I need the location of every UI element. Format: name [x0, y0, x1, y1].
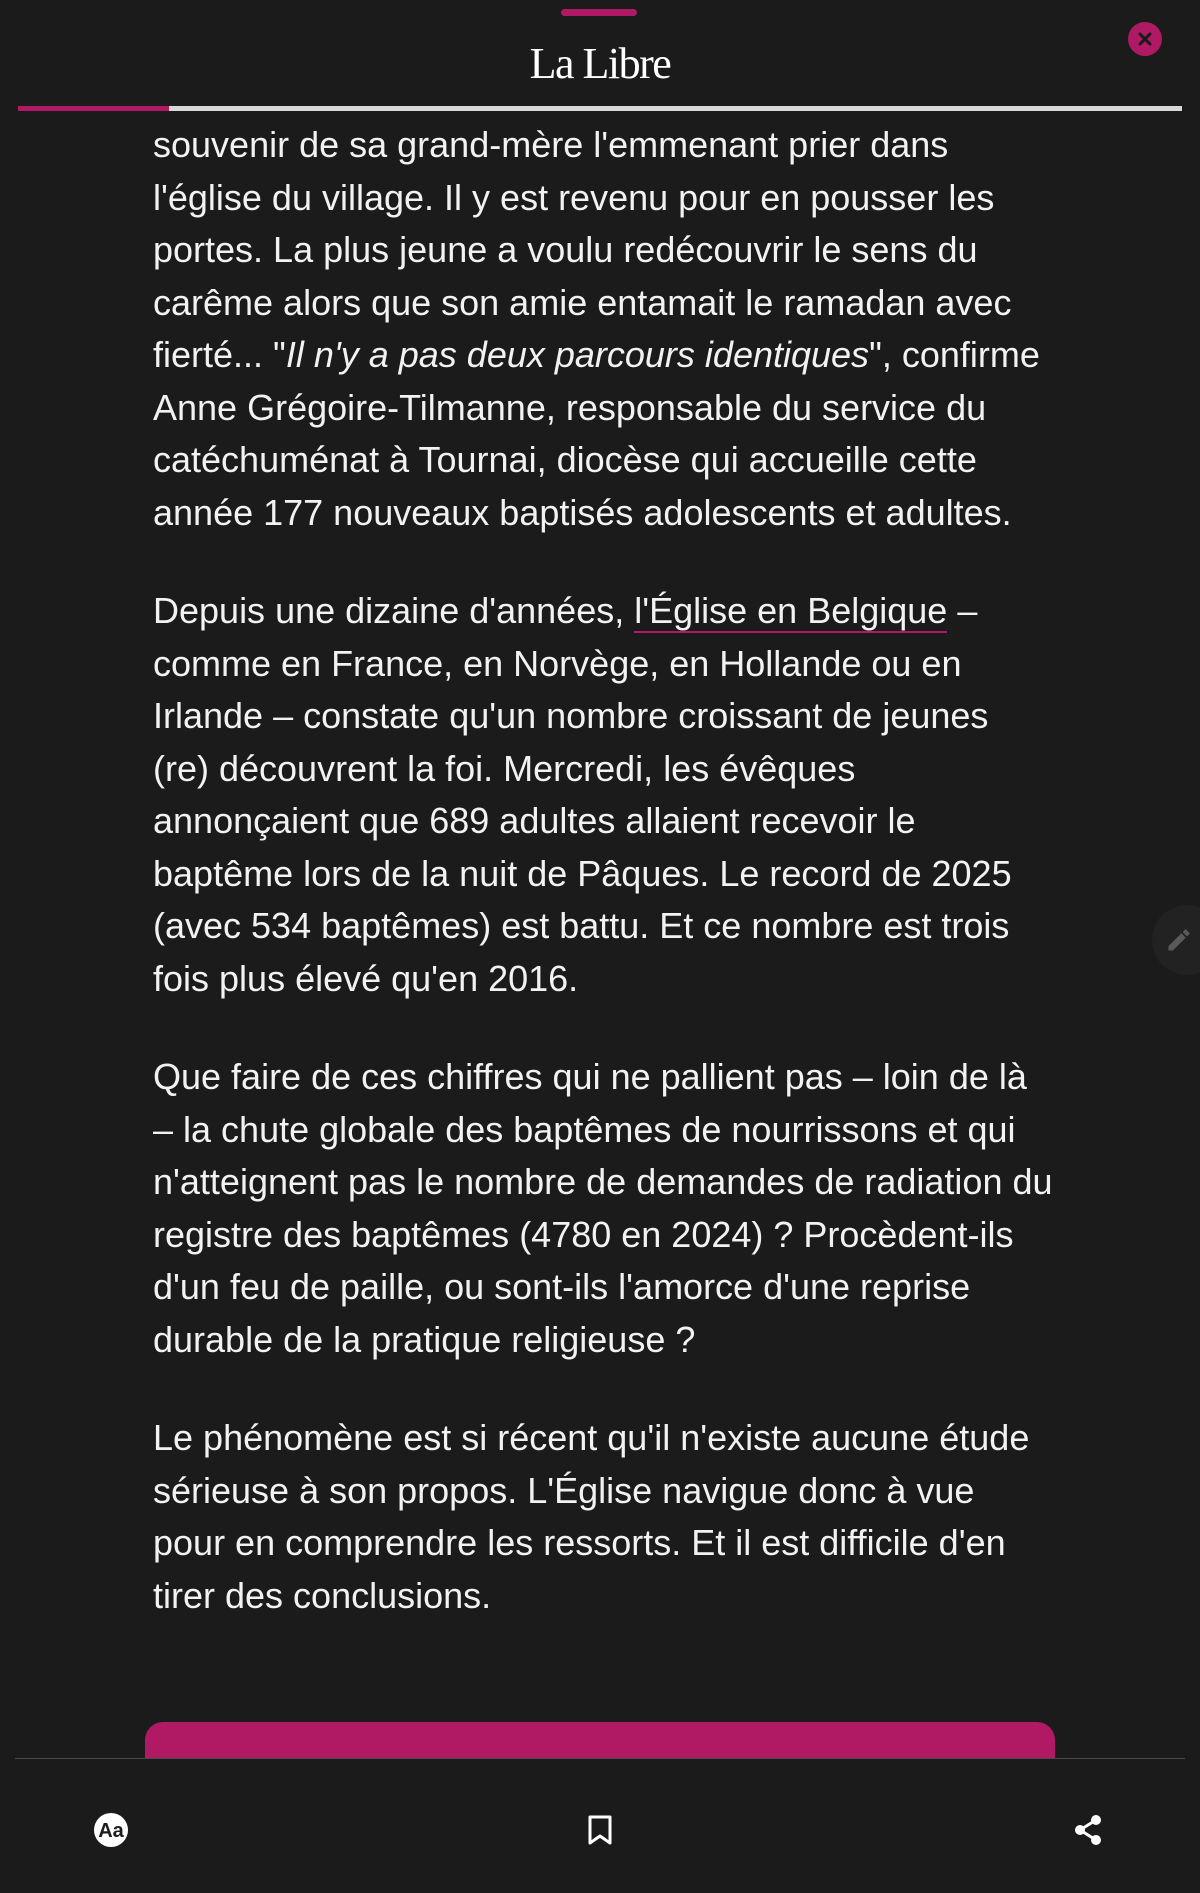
reading-progress-fill	[18, 106, 169, 111]
share-button[interactable]	[1066, 1808, 1110, 1852]
toolbar-divider	[15, 1758, 1185, 1759]
quote-text: Il n'y a pas deux parcours identiques	[285, 334, 870, 375]
paragraph-text: ", confirme Anne Grégoire-Tilmanne, responsable du service du catéchuménat à Tournai, diocèse qui accueille cette année 177 nouveaux baptisés adolescents et adultes.	[153, 334, 1040, 533]
reading-progress-bar	[18, 106, 1182, 111]
article-paragraph: Que faire de ces chiffres qui ne pallient pas – loin de là – la chute globale des baptêmes de nourrissons et qui n'atteignent pas le nombre de demandes de radiation du registre des baptêmes (4780 en 2024) ? Procèdent-ils d'un feu de paille, ou sont-ils l'amorce d'une reprise durable de la pratique religieuse ?	[153, 1056, 1053, 1360]
sheet-grab-handle[interactable]	[561, 9, 637, 16]
paragraph-text: – comme en France, en Norvège, en Hollande ou en Irlande – constate qu'un nombre croissant de jeunes (re) découvrent la foi. Mercredi, les évêques annonçaient que 689 adultes allaient recevoir le baptême lors de la nuit de Pâques. Le record de 2025 (avec 534 baptêmes) est battu. Et ce nombre est trois fois plus élevé qu'en 2016.	[153, 590, 1012, 999]
edit-pencil-icon	[1165, 926, 1193, 954]
close-button[interactable]	[1128, 22, 1162, 56]
close-icon	[1138, 32, 1152, 46]
text-size-label: Aa	[98, 1820, 124, 1842]
article-paragraph: Le phénomène est si récent qu'il n'existe aucune étude sérieuse à son propos. L'Église navigue donc à vue pour en comprendre les ressorts. Et il est difficile d'en tirer des conclusions.	[153, 1417, 1030, 1616]
article-paragraph	[153, 585, 1053, 1005]
paragraph-text: Depuis une dizaine d'années,	[153, 590, 635, 631]
article-body	[153, 112, 1053, 1668]
bottom-toolbar	[0, 1758, 1200, 1893]
eglise-en-belgique-link[interactable]: l'Église en Belgique	[634, 590, 948, 631]
bookmark-button[interactable]	[578, 1808, 622, 1852]
article-paragraph	[153, 119, 1053, 539]
share-icon	[1072, 1813, 1104, 1847]
edit-button[interactable]	[1152, 905, 1200, 975]
brand-logo: La Libre	[529, 39, 671, 88]
paragraph-text: souvenir de sa grand-mère l'emmenant prier dans l'église du village. Il y est revenu pour en pousser les portes. La plus jeune a voulu redécouvrir le sens du carême alors que son amie entamait le ramadan avec fierté... "	[153, 124, 1012, 375]
bookmark-icon	[587, 1814, 613, 1846]
reader-header	[0, 0, 1200, 112]
text-size-button[interactable]	[89, 1808, 133, 1852]
text-size-icon	[92, 1811, 130, 1849]
